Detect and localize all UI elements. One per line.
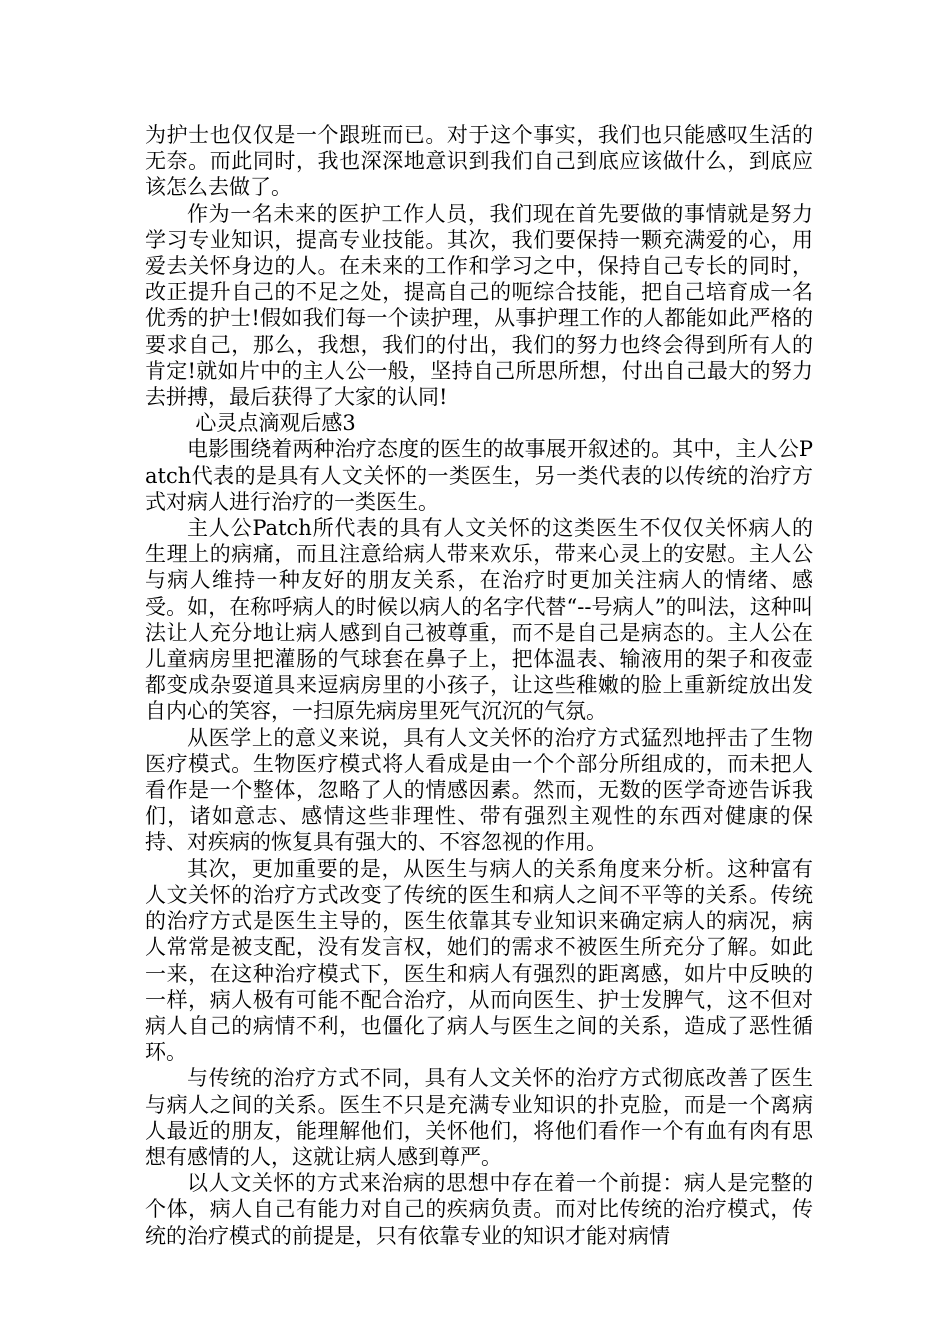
paragraph: 从医学上的意义来说，具有人文关怀的治疗方式猛烈地抨击了生物医疗模式。生物医疗模式将人看成是由一个个部分所组成的，而未把人看作是一个整体，忽略了人的情感因素。然而，无数的医学奇迹告诉我们，诸如意志、感情这些非理性、带有强烈主观性的东西对健康的保持、对疾病的恢复具有强大的、不容忽视的作用。 bbox=[145, 725, 813, 855]
paragraph: 主人公Patch所代表的具有人文关怀的这类医生不仅仅关怀病人的生理上的病痛，而且注意给病人带来欢乐，带来心灵上的安慰。主人公与病人维持一种友好的朋友关系，在治疗时更加关注病人的情绪、感受。如，在称呼病人的时候以病人的名字代替“--号病人”的叫法，这种叫法让人充分地让病人感到自己被尊重，而不是自己是病态的。主人公在儿童病房里把灌肠的气球套在鼻子上，把体温表、输液用的架子和夜壶都变成杂耍道具来逗病房里的小孩子，让这些稚嫩的脸上重新绽放出发自内心的笑容，一扫原先病房里死气沉沉的气氛。 bbox=[145, 516, 813, 724]
paragraph: 电影围绕着两种治疗态度的医生的故事展开叙述的。其中，主人公Patch代表的是具有人文关怀的一类医生，另一类代表的以传统的治疗方式对病人进行治疗的一类医生。 bbox=[145, 437, 813, 514]
paragraph-continuation: 为护士也仅仅是一个跟班而已。对于这个事实，我们也只能感叹生活的无奈。而此同时，我也深深地意识到我们自己到底应该做什么，到底应该怎么去做了。 bbox=[145, 123, 813, 200]
section-heading: 心灵点滴观后感3 bbox=[195, 411, 356, 436]
paragraph: 与传统的治疗方式不同，具有人文关怀的治疗方式彻底改善了医生与病人之间的关系。医生不只是充满专业知识的扑克脸，而是一个离病人最近的朋友，能理解他们，关怀他们，将他们看作一个有血有肉有思想有感情的人，这就让病人感到尊严。 bbox=[145, 1066, 813, 1169]
paragraph: 以人文关怀的方式来治病的思想中存在着一个前提：病人是完整的个体，病人自己有能力对自己的疾病负责。而对比传统的治疗模式，传统的治疗模式的前提是，只有依靠专业的知识才能对病情 bbox=[145, 1171, 813, 1248]
paragraph: 其次，更加重要的是，从医生与病人的关系角度来分析。这种富有人文关怀的治疗方式改变了传统的医生和病人之间不平等的关系。传统的治疗方式是医生主导的，医生依靠其专业知识来确定病人的病况，病人常常是被支配，没有发言权，她们的需求不被医生所充分了解。如此一来，在这种治疗模式下，医生和病人有强烈的距离感，如片中反映的一样，病人极有可能不配合治疗，从而向医生、护士发脾气，这不但对病人自己的病情不利，也僵化了病人与医生之间的关系，造成了恶性循环。 bbox=[145, 856, 813, 1065]
paragraph: 作为一名未来的医护工作人员，我们现在首先要做的事情就是努力学习专业知识，提高专业技能。其次，我们要保持一颗充满爱的心，用爱去关怀身边的人。在未来的工作和学习之中，保持自己专长的同时，改正提升自己的不足之处，提高自己的呃综合技能，把自己培育成一名优秀的护士!假如我们每一个读护理，从事护理工作的人都能如此严格的要求自己，那么，我想，我们的付出，我们的努力也终会得到所有人的肯定!就如片中的主人公一般，坚持自己所思所想，付出自己最大的努力去拼搏，最后获得了大家的认同! bbox=[145, 201, 813, 410]
body-text bbox=[145, 122, 813, 1249]
